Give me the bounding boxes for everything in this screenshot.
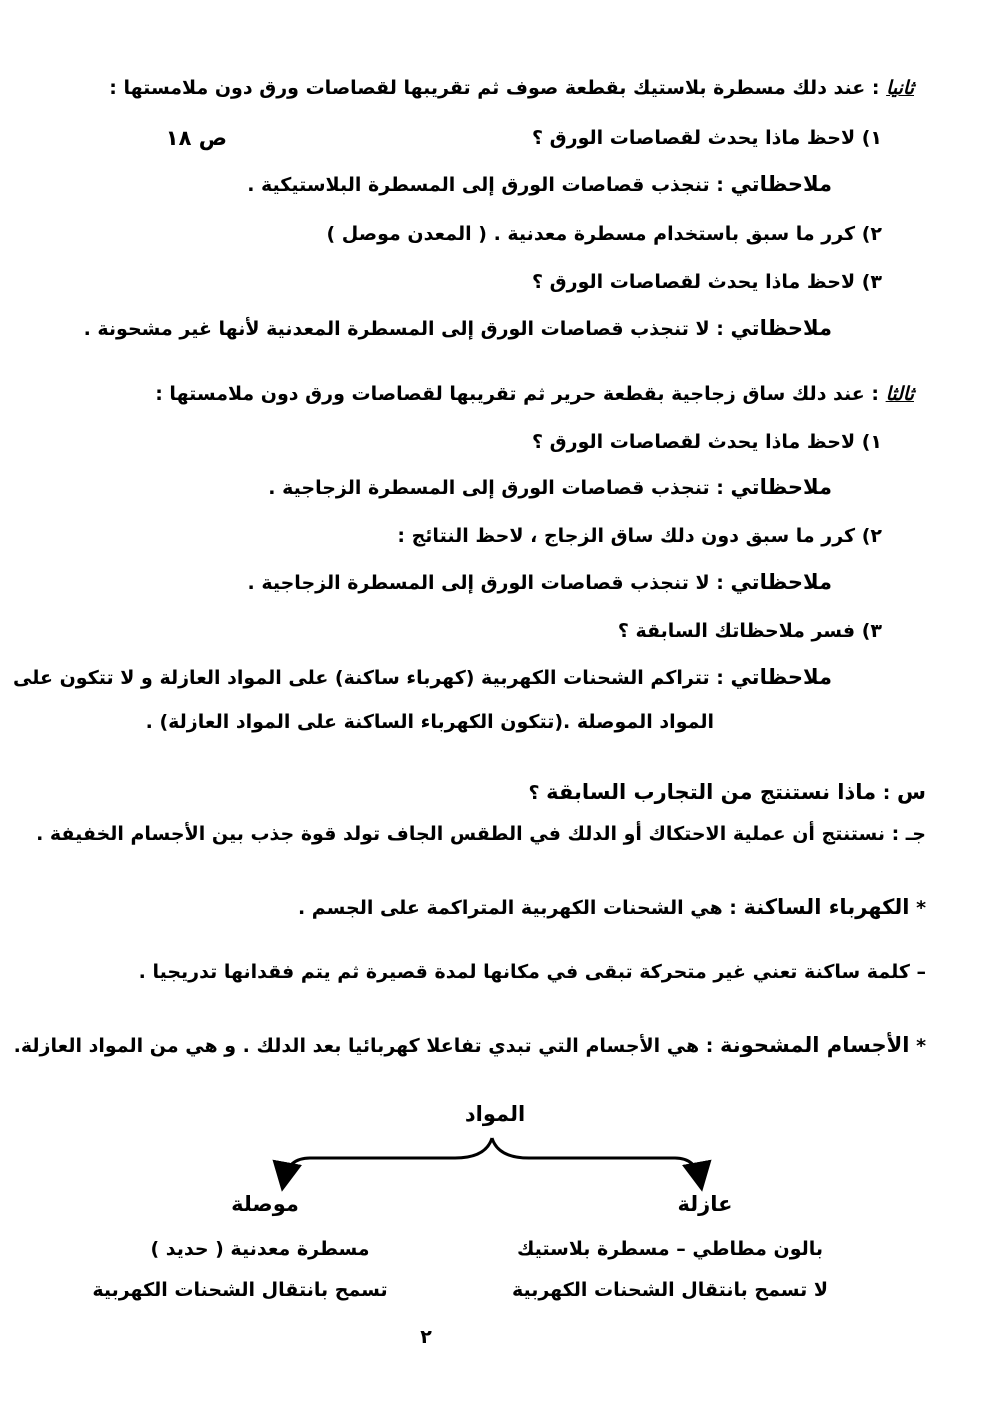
section-3-observation-1: ملاحظاتي : تنجذب قصاصات الورق إلى المسطرة الزجاجية . (268, 475, 832, 499)
section-3-heading: ثالثا (885, 383, 914, 405)
definition-static-electricity: * الكهرباء الساكنة : هي الشحنات الكهربية المتراكمة على الجسم . (297, 895, 926, 919)
page-reference: ص ١٨ (165, 126, 227, 150)
section-3-observation-3-continued: المواد الموصلة .(تتكون الكهرباء الساكنة على المواد العازلة) . (145, 711, 714, 733)
section-3-intro-text: : عند دلك ساق زجاجية بقطعة حرير ثم تقريبها لقصاصات ورق دون ملامستها : (155, 383, 879, 405)
section-3-question-2: ٢) كرر ما سبق دون دلك ساق الزجاج ، لاحظ النتائج : (397, 525, 882, 547)
diagram-insulator-title: عازلة (677, 1192, 733, 1216)
section-2-observation-2: ملاحظاتي : لا تنجذب قصاصات الورق إلى المسطرة المعدنية لأنها غير مشحونة . (83, 316, 832, 340)
diagram-conductor-title: موصلة (231, 1192, 299, 1216)
conclusion-answer: جـ : نستنتج أن عملية الاحتكاك أو الدلك في الطقس الجاف تولد قوة جذب بين الأجسام الخفيفة . (36, 823, 926, 845)
definition-charged-bodies: * الأجسام المشحونة : هي الأجسام التي تبدي تفاعلا كهربائيا بعد الدلك . و هي من المواد العازلة. (13, 1033, 926, 1057)
diagram-conductor-example: مسطرة معدنية ( حديد ) (150, 1238, 370, 1260)
section-2-observation-1: ملاحظاتي : تنجذب قصاصات الورق إلى المسطرة البلاستيكية . (247, 172, 832, 196)
conclusion-question: س : ماذا نستنتج من التجارب السابقة ؟ (528, 780, 926, 804)
section-3-observation-3: ملاحظاتي : تتراكم الشحنات الكهربية (كهرباء ساكنة) على المواد العازلة و لا تتكون على (13, 665, 832, 689)
section-3-observation-2: ملاحظاتي : لا تنجذب قصاصات الورق إلى المسطرة الزجاجية . (247, 570, 832, 594)
page-number: ٢ (420, 1326, 432, 1348)
observation-label: ملاحظاتي (730, 570, 832, 594)
section-2-heading: ثانيا (886, 77, 914, 99)
diagram-conductor-property: تسمح بانتقال الشحنات الكهربية (92, 1279, 388, 1301)
static-electricity-note: – كلمة ساكنة تعني غير متحركة تبقى في مكانها لمدة قصيرة ثم يتم فقدانها تدريجيا . (138, 961, 926, 983)
section-2-question-3: ٣) لاحظ ماذا يحدث لقصاصات الورق ؟ (532, 271, 882, 293)
observation-label: ملاحظاتي (730, 665, 832, 689)
observation-label: ملاحظاتي (730, 316, 832, 340)
section-2-question-2: ٢) كرر ما سبق باستخدام مسطرة معدنية . ( المعدن موصل ) (326, 223, 882, 245)
diagram-root-materials: المواد (464, 1102, 526, 1126)
term-charged-bodies: الأجسام المشحونة (720, 1033, 910, 1057)
brace-right-arm (492, 1138, 700, 1180)
section-2-question-1: ١) لاحظ ماذا يحدث لقصاصات الورق ؟ (532, 127, 882, 149)
term-static-electricity: الكهرباء الساكنة (743, 895, 910, 919)
diagram-insulator-example: بالون مطاطي – مسطرة بلاستيك (516, 1238, 824, 1260)
brace-left-arm (284, 1138, 492, 1180)
section-2-intro-text: : عند دلك مسطرة بلاستيك بقطعة صوف ثم تقريبها لقصاصات ورق دون ملامستها : (109, 77, 880, 99)
section-3-question-3: ٣) فسر ملاحظاتك السابقة ؟ (617, 620, 882, 642)
observation-label: ملاحظاتي (730, 475, 832, 499)
diagram-insulator-property: لا تسمح بانتقال الشحنات الكهربية (511, 1279, 829, 1301)
section-3-question-1: ١) لاحظ ماذا يحدث لقصاصات الورق ؟ (532, 431, 882, 453)
observation-label: ملاحظاتي (730, 172, 832, 196)
